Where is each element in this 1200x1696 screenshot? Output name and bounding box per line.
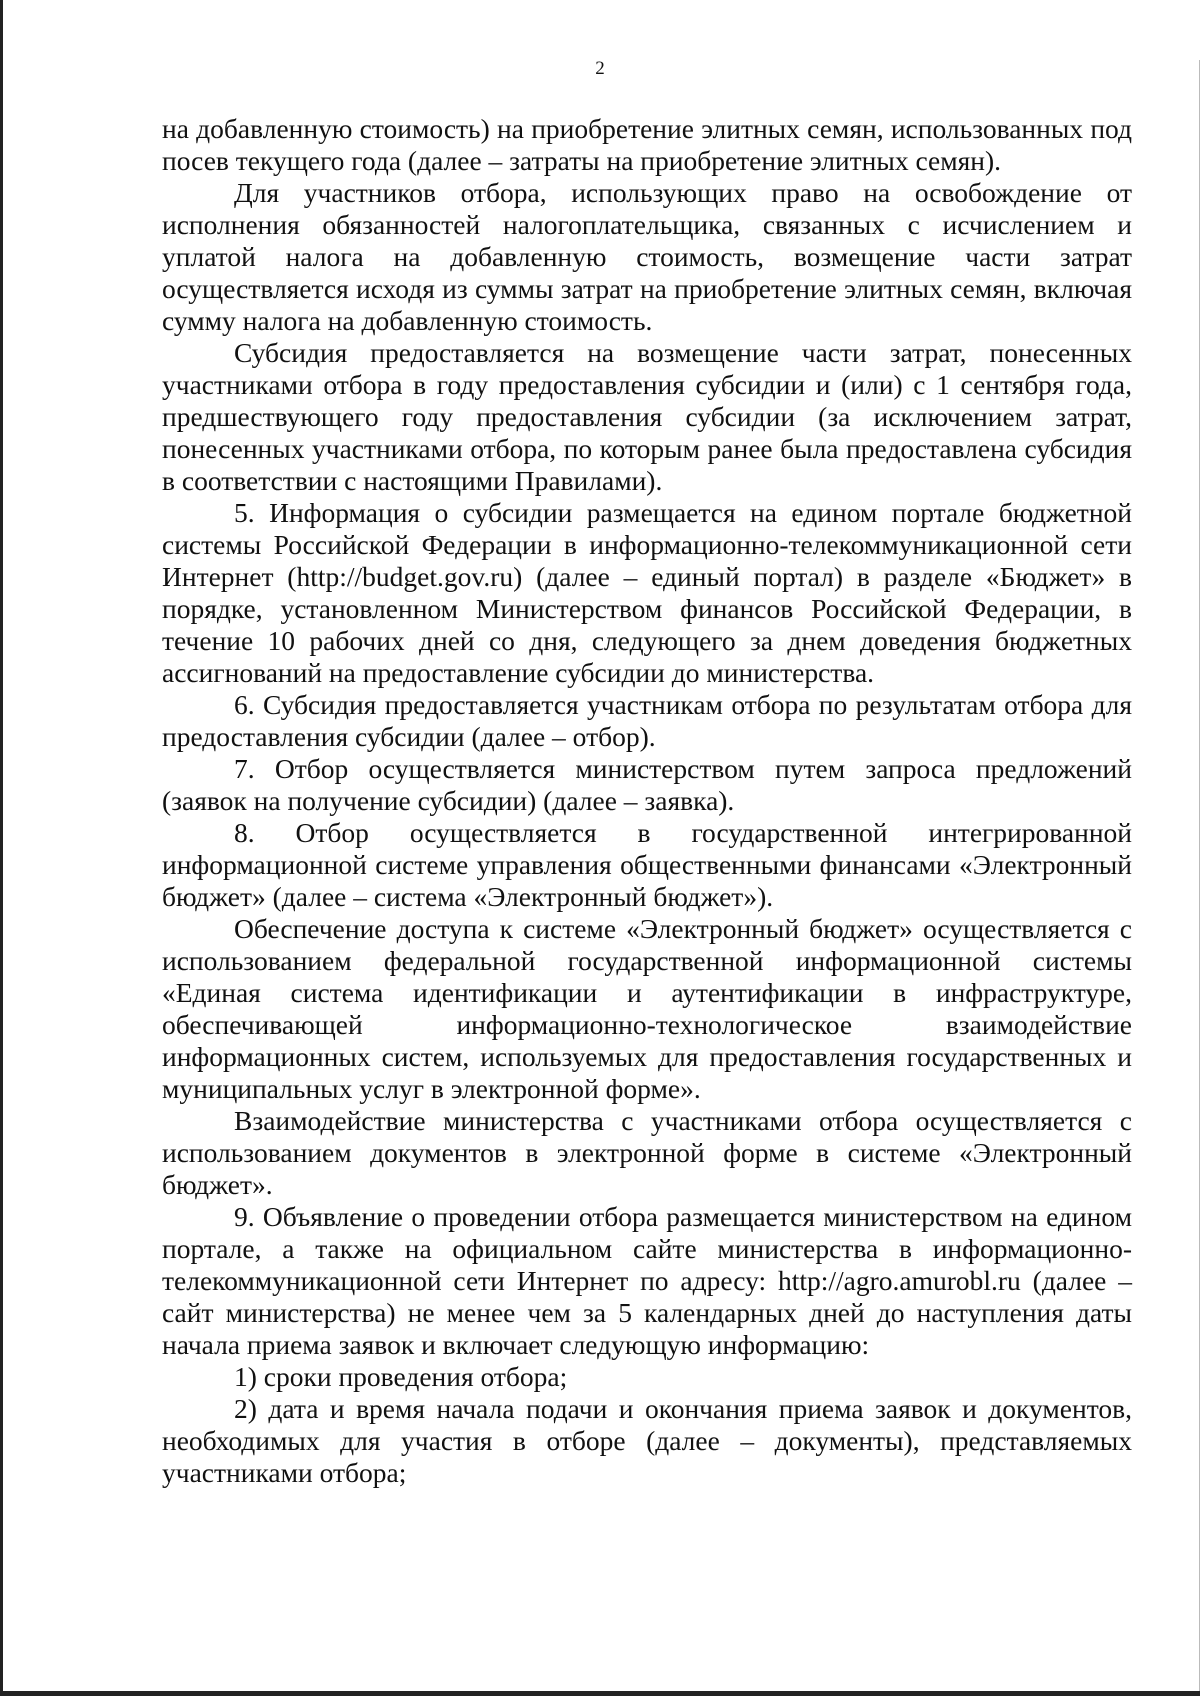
paragraph: на добавленную стоимость) на приобретение элитных семян, использованных под посев текущего года (далее – затраты на приобретение элитных семян).: [162, 113, 1132, 176]
list-item-2: 2) дата и время начала подачи и окончания приема заявок и документов, необходимых для участия в отборе (далее – документы), представляемых участниками отбора;: [162, 1393, 1132, 1488]
paragraph-item-9: 9. Объявление о проведении отбора размещается министерством на едином портале, а также на официальном сайте министерства в информационно-телекоммуникационной сети Интернет по адресу: http://agro.amurobl.ru (далее – сайт министерства) не менее чем за 5 календарных дней до наступления даты начала приема заявок и включает следующую информацию:: [162, 1201, 1132, 1360]
document-body: [162, 113, 1132, 1489]
paragraph-item-7: 7. Отбор осуществляется министерством путем запроса предложений (заявок на получение субсидии) (далее – заявка).: [162, 753, 1132, 816]
page-number: 2: [595, 58, 605, 79]
scan-border-bottom: [0, 1691, 1200, 1696]
paragraph: Обеспечение доступа к системе «Электронный бюджет» осуществляется с использованием федеральной государственной информационной системы «Единая система идентификации и аутентификации в инфраструктуре, обеспечивающей информационно-технологическое взаимодействие информационных систем, используемых для предоставления государственных и муниципальных услуг в электронной форме».: [162, 913, 1132, 1104]
paragraph-item-8: 8. Отбор осуществляется в государственной интегрированной информационной системе управления общественными финансами «Электронный бюджет» (далее – система «Электронный бюджет»).: [162, 817, 1132, 912]
paragraph: Субсидия предоставляется на возмещение части затрат, понесенных участниками отбора в году предоставления субсидии и (или) с 1 сентября года, предшествующего году предоставления субсидии (за исключением затрат, понесенных участниками отбора, по которым ранее была предоставлена субсидия в соответствии с настоящими Правилами).: [162, 337, 1132, 496]
paragraph-item-6: 6. Субсидия предоставляется участникам отбора по результатам отбора для предоставления субсидии (далее – отбор).: [162, 689, 1132, 752]
paragraph: Взаимодействие министерства с участниками отбора осуществляется с использованием документов в электронной форме в системе «Электронный бюджет».: [162, 1105, 1132, 1200]
paragraph: Для участников отбора, использующих право на освобождение от исполнения обязанностей налогоплательщика, связанных с исчислением и уплатой налога на добавленную стоимость, возмещение части затрат осуществляется исходя из суммы затрат на приобретение элитных семян, включая сумму налога на добавленную стоимость.: [162, 177, 1132, 336]
scan-border-left: [0, 0, 3, 1696]
list-item-1: 1) сроки проведения отбора;: [234, 1361, 568, 1392]
paragraph-item-5: 5. Информация о субсидии размещается на едином портале бюджетной системы Российской Федерации в информационно-телекоммуникационной сети Интернет (http://budget.gov.ru) (далее – единый портал) в разделе «Бюджет» в порядке, установленном Министерством финансов Российской Федерации, в течение 10 рабочих дней со дня, следующего за днем доведения бюджетных ассигнований на предоставление субсидии до министерства.: [162, 497, 1132, 688]
